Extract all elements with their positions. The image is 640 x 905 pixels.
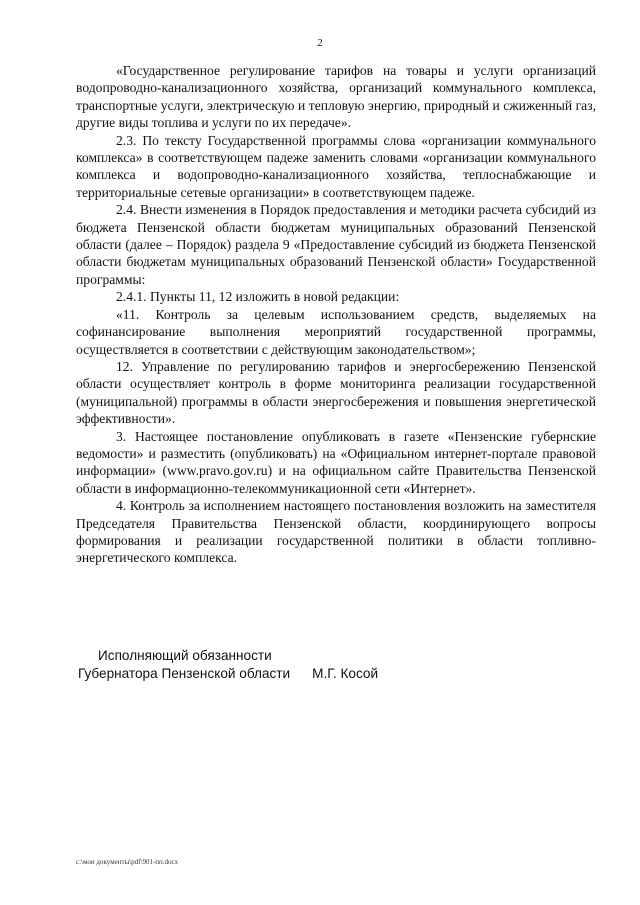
- page-number: 2: [317, 37, 323, 49]
- signature-role-line2: Губернатора Пензенской области: [78, 666, 291, 681]
- signature-role-line1: Исполняющий обязанности: [98, 648, 272, 663]
- signature-block: [78, 647, 378, 683]
- paragraph-2-3: 2.3. По тексту Государственной программы слова «организации коммунального комплекса» в соответствующем падеже заменить словами «организации коммунального комплекса и водопроводно-канализационного хозяйства, теплоснабжающие и территориальные сетевые организации» в соответствующем падеже.: [76, 132, 596, 200]
- paragraph-2-4-1: 2.4.1. Пункты 11, 12 изложить в новой редакции:: [116, 289, 400, 305]
- paragraph-tariff-regulation: «Государственное регулирование тарифов на товары и услуги организаций водопроводно-канализационного хозяйства, организаций коммунального комплекса, транспортные услуги, электрическую и тепловую энергию, природный и сжиженный газ, другие виды топлива и услуги по их передаче».: [76, 63, 596, 131]
- paragraph-4-control: 4. Контроль за исполнением настоящего постановления возложить на заместителя Председателя Правительства Пензенской области, координирующего вопросы формирования и реализации государственной политики в области топливно-энергетического комплекса.: [76, 498, 596, 566]
- paragraph-2-4: 2.4. Внести изменения в Порядок предоставления и методики расчета субсидий из бюджета Пензенской области бюджетам муниципальных образований Пензенской области (далее – Порядок) раздела 9 «Предоставление субсидий из бюджета Пензенской области бюджетам муниципальных образований Пензенской области» Государственной программы:: [76, 202, 596, 287]
- paragraph-item-11: «11. Контроль за целевым использованием средств, выделяемых на софинансирование выполнения мероприятий государственной программы, осуществляется в соответствии с действующим законодательством»;: [76, 306, 596, 357]
- paragraph-3-publication: 3. Настоящее постановление опубликовать в газете «Пензенские губернские ведомости» и разместить (опубликовать) на «Официальном интернет-портале правовой информации» (www.pravo.gov.ru) и на официальном сайте Правительства Пензенской области в информационно-телекоммуникационной сети «Интернет».: [76, 428, 596, 496]
- footer-file-path: c:\мои документы\pdf\901-пп.docx: [76, 858, 179, 866]
- signature-name: М.Г. Косой: [312, 666, 379, 681]
- document-body: [76, 62, 596, 567]
- paragraph-item-12: 12. Управление по регулированию тарифов и энергосбережению Пензенской области осуществляет контроль в форме мониторинга реализации государственной (муниципальной) программы в области энергосбережения и повышения энергетической эффективности».: [76, 358, 596, 427]
